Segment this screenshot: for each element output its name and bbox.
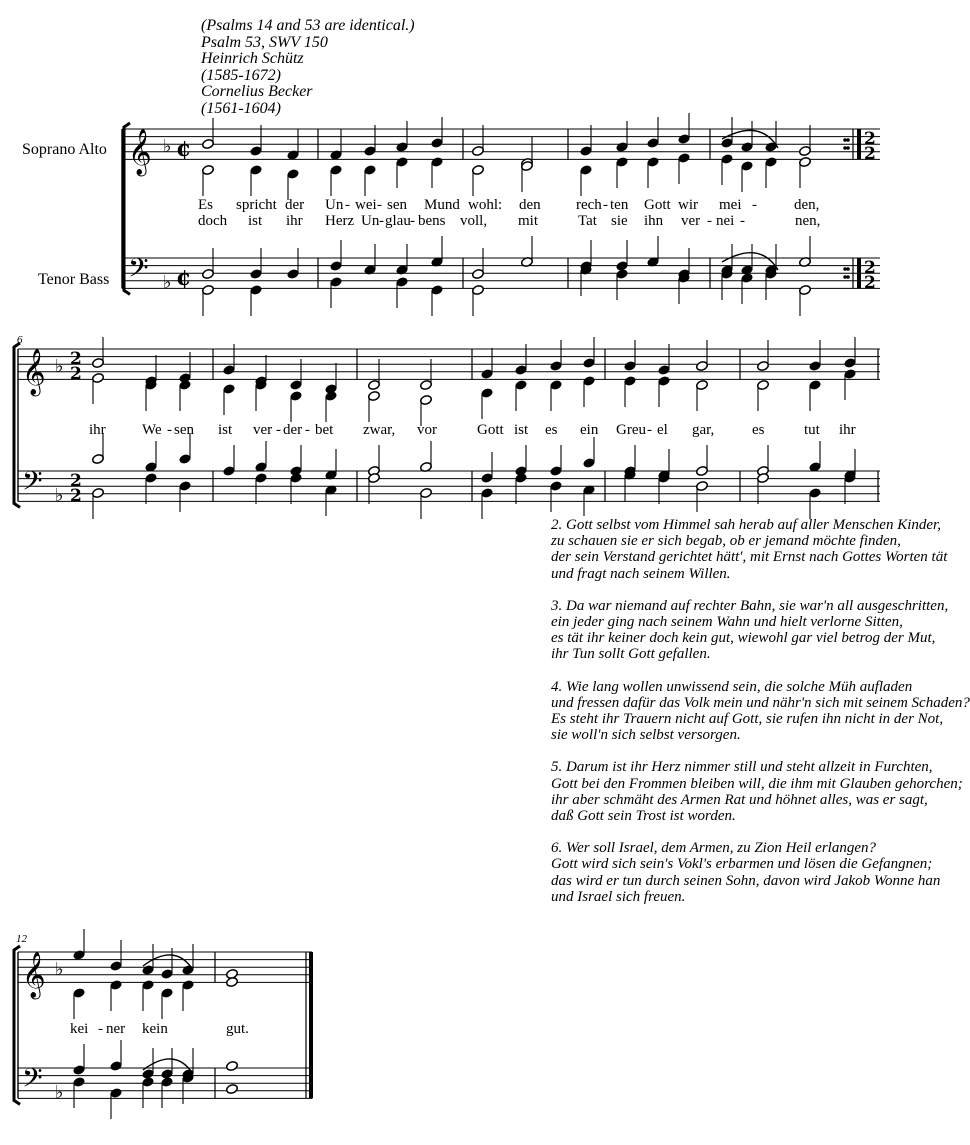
verse-line: das wird er tun durch seinen Sohn, davon wird Jakob Wonne han <box>551 872 941 889</box>
repeat-dot <box>846 275 850 279</box>
lyric-hyphen: - <box>167 422 172 438</box>
verse-2 <box>551 517 948 582</box>
lyric-syllable: ihn <box>644 213 664 229</box>
repeat-dot <box>846 138 850 142</box>
lyric-hyphen: - <box>740 213 745 229</box>
lyric-syllable: rech <box>576 197 602 213</box>
composer-name: Heinrich Schütz <box>201 50 304 68</box>
lyric-syllable: We <box>142 422 162 438</box>
lyric-hyphen: - <box>603 197 608 213</box>
verse-line: 4. Wie lang wollen unwissend sein, die solche Müh aufladen <box>551 678 913 695</box>
additional-verses <box>551 517 970 921</box>
lyric-syllable: ner <box>106 1021 126 1037</box>
lyric-syllable: ein <box>580 422 599 438</box>
time-sig-digit: 2 <box>864 258 876 278</box>
lyric-syllable: zwar, <box>363 422 396 438</box>
composer-dates: (1585-1672) <box>201 66 281 84</box>
measure-number-system-2: 6 <box>17 334 23 346</box>
treble-clef-icon: 𝄞 <box>22 952 46 998</box>
verse-line: 6. Wer soll Israel, dem Armen, zu Zion Heil erlangen? <box>551 840 876 857</box>
verse-line: Es steht ihr Trauern nicht auf Gott, sie rufen ihn nicht in der Not, <box>551 711 944 728</box>
verse-line: sie woll'n sich selbst versorgen. <box>551 727 741 744</box>
lyric-syllable: tut <box>804 422 820 438</box>
notehead <box>226 1083 239 1094</box>
lyric-syllable: Gott <box>477 422 504 438</box>
lyric-syllable: kei <box>70 1021 89 1037</box>
lyric-syllable: bens <box>418 213 446 229</box>
lyric-syllable: Herz <box>325 213 355 229</box>
system-bracket <box>14 946 20 1104</box>
repeat-dot <box>846 146 850 150</box>
time-sig-digit: 2 <box>864 144 876 164</box>
lyric-syllable: es <box>545 422 558 438</box>
verse-line: der sein Verstand gerichtet hätt', mit Ernst nach Gottes Worten tät <box>551 549 948 566</box>
lyric-hyphen: - <box>752 197 757 213</box>
lyric-syllable: ver <box>253 422 273 438</box>
lyric-syllable: sie <box>611 213 628 229</box>
lyric-syllable: Un <box>361 213 380 229</box>
lyric-hyphen: - <box>647 422 652 438</box>
lyric-syllable: sen <box>387 197 407 213</box>
lyric-syllable: doch <box>198 213 228 229</box>
lyric-hyphen: - <box>379 213 384 229</box>
verse-line: 2. Gott selbst vom Himmel sah herab auf aller Menschen Kinder, <box>551 517 941 533</box>
lyric-syllable: mei <box>719 197 742 213</box>
lyric-syllable: vor <box>417 422 437 438</box>
verse-line: 3. Da war niemand auf rechter Bahn, sie war'n all ausgeschritten, <box>551 597 949 614</box>
lyric-syllable: ver <box>681 213 701 229</box>
lyric-syllable: Tat <box>578 213 597 229</box>
lyric-syllable: glau <box>385 213 411 229</box>
lyric-syllable: nen, <box>795 213 821 229</box>
lyric-syllable: nei <box>716 213 735 229</box>
verse-line: Gott bei den Frommen bleiben will, die ihm mit Glauben gehorchen; <box>551 775 963 792</box>
key-flat-icon: ♭ <box>163 272 172 293</box>
lyric-syllable: ist <box>248 213 263 229</box>
verse-line: und fragt nach seinem Willen. <box>551 565 731 582</box>
bass-clef-icon: 𝄢 <box>128 252 149 290</box>
verse-line: ihr Tun sollt Gott gefallen. <box>551 646 711 663</box>
lyric-syllable: Es <box>198 197 213 213</box>
lyric-syllable: gut. <box>226 1021 249 1037</box>
lyric-hyphen: - <box>377 197 382 213</box>
verse-line: 5. Darum ist ihr Herz nimmer still und steht allzeit in Furchten, <box>551 759 933 776</box>
lyric-syllable: gar, <box>692 422 715 438</box>
lyric-syllable: ihr <box>89 422 106 438</box>
lyric-hyphen: - <box>707 213 712 229</box>
repeat-dot <box>846 267 850 271</box>
verse-4 <box>551 678 970 744</box>
treble-clef-icon: 𝄞 <box>128 129 152 175</box>
lyric-syllable: der <box>283 422 303 438</box>
notehead <box>226 1060 239 1071</box>
verse-line: und fressen dafür das Volk mein und nähr'n sich mit seinem Schaden? <box>551 694 970 711</box>
time-sig-digit: 2 <box>70 364 82 384</box>
measure-number-system-3: 12 <box>16 933 27 945</box>
lyric-syllable: bet <box>315 422 334 438</box>
poet-name: Cornelius Becker <box>201 83 313 101</box>
lyric-hyphen: - <box>98 1021 103 1037</box>
lyric-syllable: ten <box>610 197 629 213</box>
lyric-syllable: Greu <box>616 422 646 438</box>
lyric-syllable: wei <box>355 197 377 213</box>
lyric-syllable: mit <box>518 213 539 229</box>
bass-clef-icon: 𝄢 <box>22 1062 43 1100</box>
bass-clef-icon: 𝄢 <box>22 465 43 503</box>
psalm-note: (Psalms 14 and 53 are identical.) <box>201 17 415 34</box>
lyric-hyphen: - <box>410 213 415 229</box>
lyric-syllable: den <box>519 197 541 213</box>
time-sig-digit: 2 <box>70 486 82 506</box>
lyric-syllable: Mund <box>424 197 460 213</box>
lyric-syllable: voll, <box>460 213 488 229</box>
lyric-syllable: der <box>285 197 305 213</box>
lyric-syllable: den, <box>794 197 820 213</box>
key-flat-icon: ♭ <box>55 485 64 506</box>
lyric-syllable: es <box>752 422 765 438</box>
lyric-syllable: spricht <box>236 197 277 213</box>
verse-6 <box>551 840 941 905</box>
time-sig-digit: 2 <box>864 273 876 293</box>
treble-clef-icon: 𝄞 <box>22 349 46 395</box>
lyric-syllable: kein <box>142 1021 168 1037</box>
verse-line: Gott wird sich sein's Vokl's erbarmen und lösen die Gefangnen; <box>551 856 933 873</box>
verse-5 <box>551 759 963 825</box>
verse-line: zu schauen sie er sich begab, ob er jemand möchte finden, <box>551 533 901 550</box>
lyric-syllable: ihr <box>839 422 856 438</box>
piece-title: Psalm 53, SWV 150 <box>201 33 328 51</box>
verse-line: es tät ihr keiner doch kein gut, wiewohl gar viel betrog der Mut, <box>551 630 936 647</box>
key-flat-icon: ♭ <box>55 356 64 377</box>
lyric-syllable: ist <box>218 422 233 438</box>
notehead <box>226 976 239 987</box>
instrument-label-lower: Tenor Bass <box>38 271 110 288</box>
lyric-hyphen: - <box>276 422 281 438</box>
key-flat-icon: ♭ <box>163 136 172 157</box>
lyric-syllable: wir <box>678 197 698 213</box>
verse-line: und Israel sich freuen. <box>551 888 686 905</box>
verse-line: daß Gott sein Trost ist worden. <box>551 808 736 825</box>
time-sig-digit: 2 <box>70 349 82 369</box>
key-flat-icon: ♭ <box>55 959 64 980</box>
system-bracket <box>14 343 20 507</box>
time-sig-digit: 2 <box>70 471 82 491</box>
verse-3 <box>551 597 949 663</box>
lyric-syllable: ihr <box>286 213 303 229</box>
instrument-label-upper: Soprano Alto <box>22 141 107 158</box>
lyric-syllable: wohl: <box>468 197 503 213</box>
common-cut-time-icon: ¢ <box>176 265 192 291</box>
poet-dates: (1561-1604) <box>201 99 281 117</box>
lyric-syllable: Gott <box>644 197 671 213</box>
lyric-syllable: ist <box>514 422 529 438</box>
common-cut-time-icon: ¢ <box>176 136 192 162</box>
verse-line: ihr aber schmäht des Armen Rat und höhnet alles, was er sagt, <box>551 791 928 808</box>
lyric-hyphen: - <box>345 197 350 213</box>
lyric-hyphen: - <box>305 422 310 438</box>
lyric-syllable: el <box>657 422 668 438</box>
lyric-syllable: sen <box>174 422 194 438</box>
key-flat-icon: ♭ <box>55 1082 64 1103</box>
time-sig-digit: 2 <box>864 129 876 149</box>
lyric-syllable: Un <box>325 197 344 213</box>
verse-line: ein jeder ging nach seinem Wahn und hielt verlorne Sitten, <box>551 614 903 631</box>
